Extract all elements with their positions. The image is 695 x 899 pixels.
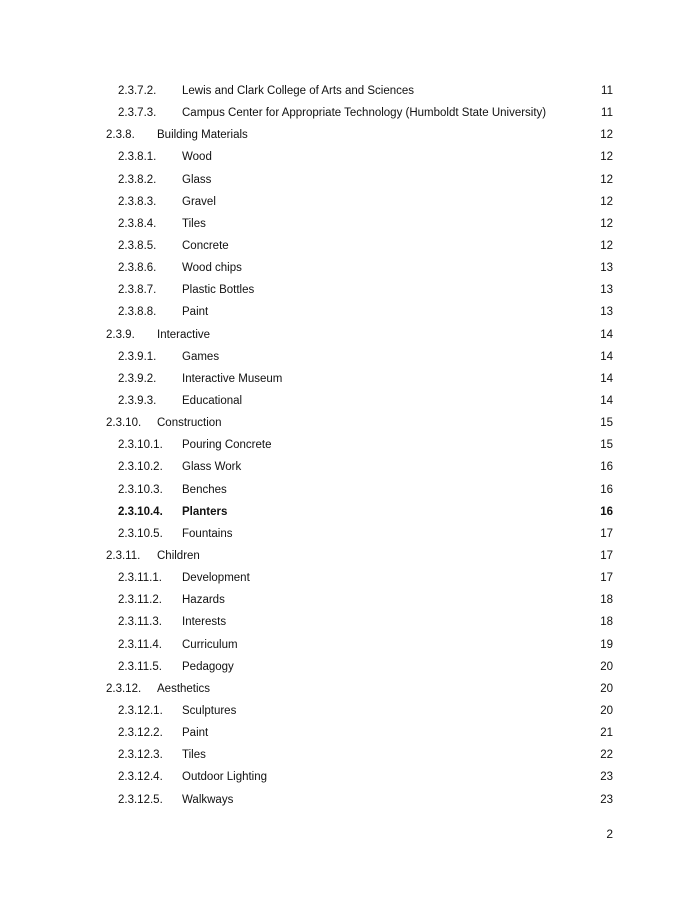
page-number: 2 bbox=[606, 827, 613, 841]
toc-entry-number: 2.3.9.2. bbox=[118, 372, 157, 385]
toc-entry[interactable] bbox=[0, 146, 695, 168]
toc-entry-title: Pouring Concrete bbox=[182, 439, 272, 452]
toc-entry-title: Paint bbox=[182, 727, 209, 740]
toc-entry[interactable] bbox=[0, 213, 695, 235]
toc-entry-number: 2.3.12.4. bbox=[118, 771, 163, 784]
toc-entry-number: 2.3.7.2. bbox=[118, 85, 157, 97]
toc-entry-number: 2.3.10. bbox=[106, 417, 142, 430]
toc-entry-number: 2.3.8.5. bbox=[118, 239, 157, 252]
toc-entry-page: 23 bbox=[600, 771, 613, 784]
table-of-contents bbox=[0, 80, 695, 811]
toc-entry-number: 2.3.10.4. bbox=[118, 505, 163, 518]
toc-entry-page: 15 bbox=[600, 439, 613, 452]
toc-entry-number: 2.3.11.4. bbox=[118, 638, 162, 651]
toc-entry-number: 2.3.11.5. bbox=[118, 660, 162, 673]
toc-entry-page: 21 bbox=[600, 727, 613, 740]
toc-entry[interactable] bbox=[0, 766, 695, 788]
toc-entry-title: Pedagogy bbox=[182, 660, 234, 673]
toc-entry-number: 2.3.8.1. bbox=[118, 151, 157, 164]
toc-entry-page: 14 bbox=[600, 372, 613, 385]
toc-entry[interactable] bbox=[0, 124, 695, 146]
toc-entry-page: 13 bbox=[600, 306, 613, 319]
toc-entry-title: Planters bbox=[182, 505, 228, 518]
toc-entry-title: Concrete bbox=[182, 239, 229, 252]
toc-entry-number: 2.3.11.2. bbox=[118, 594, 162, 607]
toc-entry[interactable] bbox=[0, 722, 695, 744]
toc-entry-number: 2.3.11. bbox=[106, 549, 141, 562]
toc-entry[interactable] bbox=[0, 169, 695, 191]
toc-entry-title: Plastic Bottles bbox=[182, 284, 255, 297]
toc-entry-number: 2.3.10.1. bbox=[118, 439, 163, 452]
toc-entry-page: 14 bbox=[600, 394, 613, 407]
toc-entry[interactable] bbox=[0, 412, 695, 434]
toc-entry-title: Wood bbox=[182, 151, 212, 164]
toc-entry-number: 2.3.8.2. bbox=[118, 173, 157, 186]
toc-entry[interactable] bbox=[0, 301, 695, 323]
toc-entry-page: 20 bbox=[600, 704, 613, 717]
toc-entry-number: 2.3.12. bbox=[106, 682, 142, 695]
toc-entry-page: 23 bbox=[600, 793, 613, 806]
toc-entry-title: Lewis and Clark College of Arts and Sciences bbox=[182, 85, 415, 97]
toc-entry-title: Games bbox=[182, 350, 220, 363]
toc-entry-page: 16 bbox=[600, 461, 613, 474]
toc-entry[interactable] bbox=[0, 656, 695, 678]
toc-entry-page: 12 bbox=[600, 217, 613, 230]
toc-entry-number: 2.3.12.3. bbox=[118, 749, 163, 762]
toc-entry-title: Paint bbox=[182, 306, 209, 319]
toc-entry[interactable] bbox=[0, 102, 695, 124]
toc-entry-page: 15 bbox=[600, 417, 613, 430]
toc-entry-title: Walkways bbox=[182, 793, 234, 806]
toc-entry[interactable] bbox=[0, 789, 695, 811]
toc-entry-page: 19 bbox=[600, 638, 613, 651]
toc-entry-number: 2.3.8.8. bbox=[118, 306, 157, 319]
toc-entry-page: 18 bbox=[600, 616, 613, 629]
toc-entry-title: Interests bbox=[182, 616, 227, 629]
toc-entry[interactable] bbox=[0, 501, 695, 523]
toc-entry-title: Tiles bbox=[182, 217, 206, 230]
toc-entry-title: Tiles bbox=[182, 749, 206, 762]
toc-entry-page: 12 bbox=[600, 239, 613, 252]
toc-entry-number: 2.3.8.7. bbox=[118, 284, 157, 297]
toc-entry-page: 22 bbox=[600, 749, 613, 762]
toc-entry-page: 11 bbox=[601, 107, 613, 120]
toc-entry[interactable] bbox=[0, 700, 695, 722]
toc-entry-title: Glass Work bbox=[182, 461, 242, 474]
toc-entry-title: Children bbox=[157, 549, 200, 562]
toc-entry[interactable] bbox=[0, 479, 695, 501]
toc-entry-page: 11 bbox=[601, 85, 613, 97]
toc-entry-number: 2.3.12.1. bbox=[118, 704, 163, 717]
toc-entry-title: Campus Center for Appropriate Technology (Humboldt State University) bbox=[182, 107, 547, 120]
toc-entry-page: 12 bbox=[600, 151, 613, 164]
toc-entry-number: 2.3.11.3. bbox=[118, 616, 162, 629]
toc-entry-number: 2.3.12.2. bbox=[118, 727, 163, 740]
toc-entry-title: Educational bbox=[182, 394, 243, 407]
toc-entry[interactable] bbox=[0, 589, 695, 611]
toc-entry-number: 2.3.11.1. bbox=[118, 572, 162, 585]
toc-entry-number: 2.3.7.3. bbox=[118, 107, 157, 120]
toc-entry-page: 18 bbox=[600, 594, 613, 607]
toc-entry[interactable] bbox=[0, 390, 695, 412]
toc-entry-number: 2.3.9. bbox=[106, 328, 135, 341]
toc-entry[interactable] bbox=[0, 346, 695, 368]
toc-entry[interactable] bbox=[0, 434, 695, 456]
toc-entry[interactable] bbox=[0, 744, 695, 766]
toc-entry-page: 16 bbox=[600, 505, 613, 518]
toc-entry-title: Sculptures bbox=[182, 704, 237, 717]
toc-entry-title: Wood chips bbox=[182, 262, 242, 275]
toc-entry[interactable] bbox=[0, 567, 695, 589]
toc-entry-page: 17 bbox=[600, 572, 613, 585]
toc-entry[interactable] bbox=[0, 545, 695, 567]
toc-entry-page: 20 bbox=[600, 682, 613, 695]
toc-entry-title: Construction bbox=[157, 417, 222, 430]
toc-entry-title: Curriculum bbox=[182, 638, 238, 651]
toc-entry[interactable] bbox=[0, 235, 695, 257]
toc-entry[interactable] bbox=[0, 324, 695, 346]
toc-entry[interactable] bbox=[0, 611, 695, 633]
toc-entry[interactable] bbox=[0, 678, 695, 700]
toc-entry-number: 2.3.8.4. bbox=[118, 217, 157, 230]
toc-entry-page: 13 bbox=[600, 262, 613, 275]
toc-entry-page: 12 bbox=[600, 195, 613, 208]
toc-entry[interactable] bbox=[0, 279, 695, 301]
toc-entry[interactable] bbox=[0, 634, 695, 656]
toc-entry-page: 12 bbox=[600, 129, 613, 142]
toc-entry-title: Outdoor Lighting bbox=[182, 771, 268, 784]
toc-entry-page: 16 bbox=[600, 483, 613, 496]
toc-entry[interactable] bbox=[0, 456, 695, 478]
toc-entry-page: 17 bbox=[600, 549, 613, 562]
toc-entry-title: Interactive bbox=[157, 328, 211, 341]
toc-entry-number: 2.3.9.1. bbox=[118, 350, 157, 363]
toc-entry-title: Glass bbox=[182, 173, 212, 186]
toc-entry-number: 2.3.8.3. bbox=[118, 195, 157, 208]
toc-entry-page: 12 bbox=[600, 173, 613, 186]
toc-entry-title: Hazards bbox=[182, 594, 225, 607]
toc-entry-number: 2.3.8.6. bbox=[118, 262, 157, 275]
toc-entry-number: 2.3.9.3. bbox=[118, 394, 157, 407]
toc-entry-number: 2.3.12.5. bbox=[118, 793, 163, 806]
toc-entry-title: Interactive Museum bbox=[182, 372, 283, 385]
toc-entry-title: Aesthetics bbox=[157, 682, 211, 695]
toc-entry-title: Building Materials bbox=[157, 129, 248, 142]
toc-entry-number: 2.3.8. bbox=[106, 129, 135, 142]
toc-entry-page: 17 bbox=[600, 527, 613, 540]
toc-entry-page: 14 bbox=[600, 328, 613, 341]
toc-entry-page: 14 bbox=[600, 350, 613, 363]
toc-entry-number: 2.3.10.3. bbox=[118, 483, 163, 496]
toc-entry-title: Fountains bbox=[182, 527, 233, 540]
toc-entry[interactable] bbox=[0, 191, 695, 213]
toc-entry[interactable] bbox=[0, 368, 695, 390]
toc-entry-page: 20 bbox=[600, 660, 613, 673]
toc-entry-number: 2.3.10.5. bbox=[118, 527, 163, 540]
toc-entry-page: 13 bbox=[600, 284, 613, 297]
toc-entry[interactable] bbox=[0, 523, 695, 545]
toc-entry-title: Benches bbox=[182, 483, 227, 496]
toc-entry-title: Gravel bbox=[182, 195, 216, 208]
toc-entry[interactable] bbox=[0, 257, 695, 279]
toc-entry-number: 2.3.10.2. bbox=[118, 461, 163, 474]
toc-entry[interactable] bbox=[0, 80, 695, 102]
toc-entry-title: Development bbox=[182, 572, 250, 585]
